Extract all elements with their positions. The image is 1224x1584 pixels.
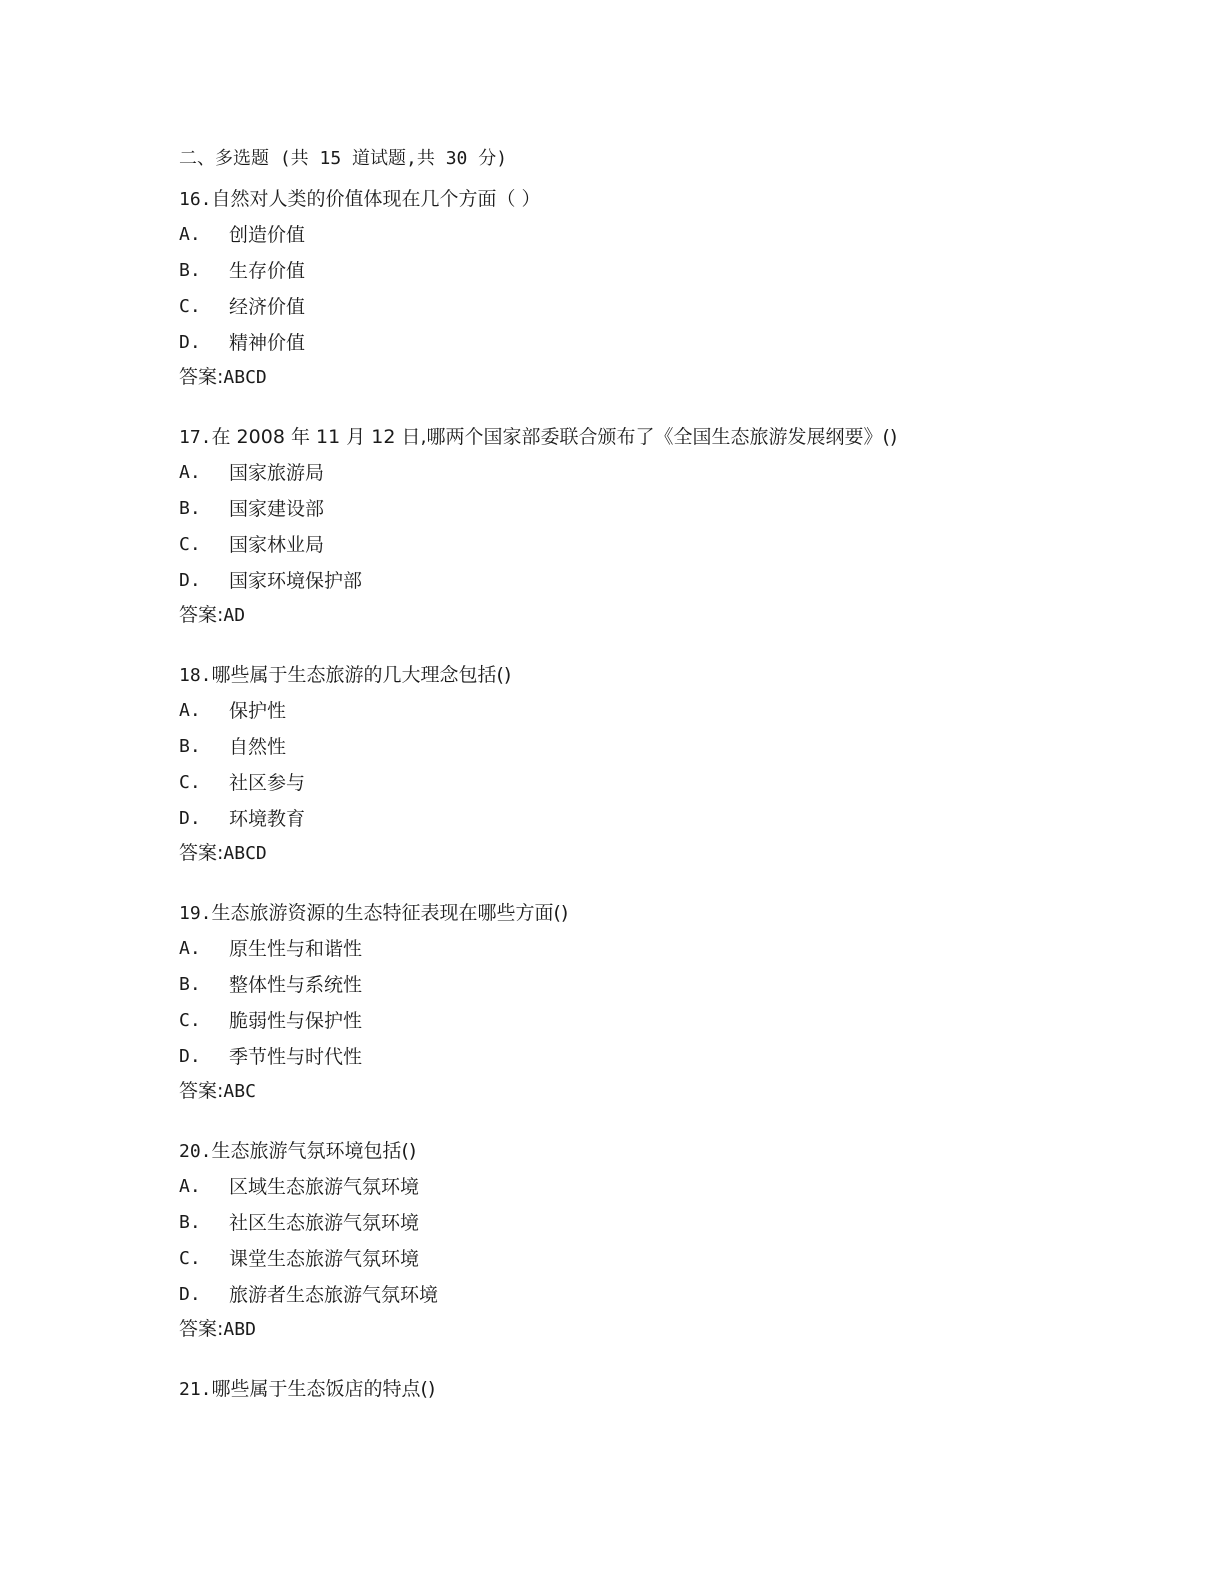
option-letter: A. (179, 938, 201, 959)
option-letter: B. (179, 974, 201, 995)
option-letter: D. (179, 1046, 201, 1067)
option-letter: A. (179, 462, 201, 483)
question-text: 哪些属于生态饭店的特点() (211, 1378, 436, 1400)
question-stem (179, 183, 1079, 215)
option-text: 脆弱性与保护性 (229, 1010, 363, 1032)
option-letter: A. (179, 1176, 201, 1197)
option-text: 区域生态旅游气氛环境 (229, 1176, 420, 1198)
option-text: 整体性与系统性 (229, 974, 363, 996)
question-16 (179, 183, 1079, 391)
option-d (179, 327, 1079, 359)
question-number: 17. (179, 427, 212, 448)
option-text: 社区参与 (229, 772, 306, 794)
question-text: 哪些属于生态旅游的几大理念包括() (211, 664, 512, 686)
option-text: 课堂生态旅游气氛环境 (229, 1248, 420, 1270)
option-a (179, 457, 1079, 489)
answer-value: ABCD (223, 367, 267, 388)
answer-label: 答案: (179, 604, 224, 626)
option-text: 季节性与时代性 (229, 1046, 363, 1068)
question-stem (179, 1373, 1079, 1405)
option-b (179, 493, 1079, 525)
option-d (179, 565, 1079, 597)
option-letter: B. (179, 1212, 201, 1233)
answer-label: 答案: (179, 1318, 224, 1340)
option-letter: C. (179, 1248, 201, 1269)
option-c (179, 1005, 1079, 1037)
section-title-meta: (共 15 道试题,共 30 分) (279, 148, 508, 169)
option-letter: B. (179, 736, 201, 757)
option-d (179, 1041, 1079, 1073)
question-20 (179, 1135, 1079, 1343)
question-text: 生态旅游气氛环境包括() (211, 1140, 417, 1162)
question-text: 在 2008 年 11 月 12 日,哪两个国家部委联合颁布了《全国生态旅游发展纲要》() (211, 426, 898, 448)
option-letter: C. (179, 534, 201, 555)
option-c (179, 291, 1079, 323)
answer-label: 答案: (179, 842, 224, 864)
option-letter: C. (179, 772, 201, 793)
option-c (179, 767, 1079, 799)
option-text: 原生性与和谐性 (229, 938, 363, 960)
option-text: 国家旅游局 (229, 462, 325, 484)
question-19 (179, 897, 1079, 1105)
option-a (179, 1171, 1079, 1203)
option-text: 创造价值 (229, 224, 306, 246)
question-18 (179, 659, 1079, 867)
answer-line (179, 1315, 1079, 1343)
option-letter: B. (179, 260, 201, 281)
question-number: 20. (179, 1141, 212, 1162)
section-title-prefix: 二、多选题 (179, 148, 280, 169)
answer-label: 答案: (179, 366, 224, 388)
option-b (179, 969, 1079, 1001)
option-letter: D. (179, 808, 201, 829)
option-b (179, 731, 1079, 763)
option-d (179, 803, 1079, 835)
option-letter: D. (179, 1284, 201, 1305)
question-stem (179, 421, 1079, 453)
answer-value: AD (223, 605, 246, 626)
answer-line (179, 1077, 1079, 1105)
option-d (179, 1279, 1079, 1311)
option-text: 生存价值 (229, 260, 306, 282)
option-b (179, 255, 1079, 287)
answer-label: 答案: (179, 1080, 224, 1102)
option-letter: D. (179, 570, 201, 591)
option-text: 精神价值 (229, 332, 306, 354)
option-c (179, 529, 1079, 561)
section-title (179, 143, 1079, 175)
option-c (179, 1243, 1079, 1275)
option-letter: C. (179, 296, 201, 317)
option-a (179, 933, 1079, 965)
question-text: 自然对人类的价值体现在几个方面（ ） (211, 188, 541, 210)
question-number: 19. (179, 903, 212, 924)
option-text: 经济价值 (229, 296, 306, 318)
answer-line (179, 363, 1079, 391)
option-letter: C. (179, 1010, 201, 1031)
answer-value: ABC (223, 1081, 256, 1102)
option-text: 旅游者生态旅游气氛环境 (229, 1284, 439, 1306)
answer-value: ABD (223, 1319, 256, 1340)
option-text: 保护性 (229, 700, 287, 722)
question-text: 生态旅游资源的生态特征表现在哪些方面() (211, 902, 569, 924)
option-text: 国家林业局 (229, 534, 325, 556)
question-stem (179, 897, 1079, 929)
option-text: 国家环境保护部 (229, 570, 363, 592)
exam-page (179, 143, 1079, 1435)
option-a (179, 219, 1079, 251)
answer-line (179, 601, 1079, 629)
question-stem (179, 659, 1079, 691)
question-17 (179, 421, 1079, 629)
option-text: 环境教育 (229, 808, 306, 830)
question-number: 21. (179, 1379, 212, 1400)
question-stem (179, 1135, 1079, 1167)
question-21 (179, 1373, 1079, 1405)
option-a (179, 695, 1079, 727)
option-letter: A. (179, 700, 201, 721)
answer-value: ABCD (223, 843, 267, 864)
option-text: 国家建设部 (229, 498, 325, 520)
option-letter: D. (179, 332, 201, 353)
option-text: 自然性 (229, 736, 287, 758)
option-letter: A. (179, 224, 201, 245)
question-number: 16. (179, 189, 212, 210)
question-number: 18. (179, 665, 212, 686)
answer-line (179, 839, 1079, 867)
option-b (179, 1207, 1079, 1239)
option-letter: B. (179, 498, 201, 519)
option-text: 社区生态旅游气氛环境 (229, 1212, 420, 1234)
